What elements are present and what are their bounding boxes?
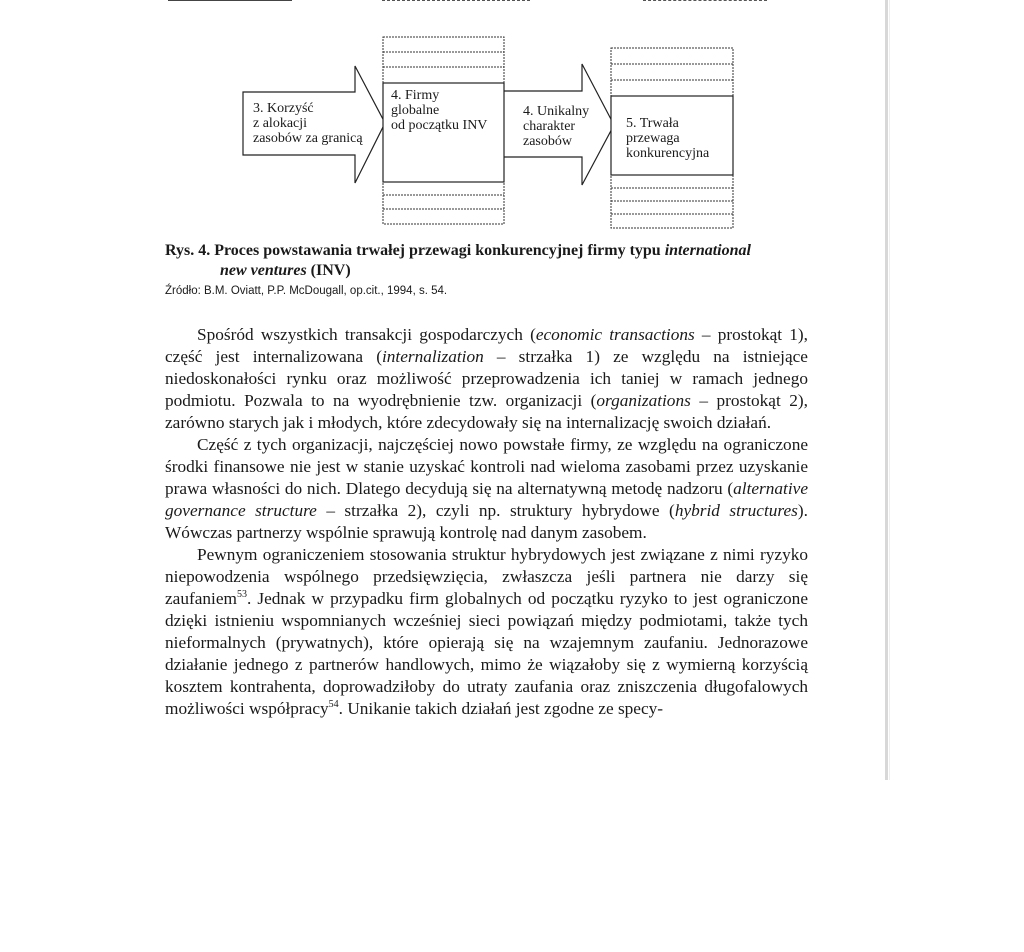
diagram-shapes — [0, 0, 1024, 235]
box-4-line-1: 4. Firmy — [391, 88, 440, 103]
paragraph-2-segment: Część z tych organizacji, najczęściej nowo powstałe firmy, ze względu na ograniczone środki finansowe nie jest w stanie uzyskać kontroli nad wieloma zasobami przez uzyskanie prawa własności do nich. Dlatego decydują się na alternatywną metodę nadzoru ( — [165, 435, 808, 498]
box-5-line-3: konkurencyjna — [626, 146, 710, 161]
paragraph-2-segment: ). Wówczas partnerzy wspólnie sprawują kontrolę nad danym zasobem. — [165, 501, 808, 542]
paragraph-2 — [165, 434, 808, 544]
box-3-label — [253, 101, 363, 146]
box-3-line-2: z alokacji — [253, 116, 308, 131]
caption-prefix: Rys. 4. Proces powstawania trwałej przewagi konkurencyjnej firmy typu — [165, 242, 665, 259]
arrow-4-line-1: 4. Unikalny — [523, 104, 590, 119]
paragraph-1-segment: Spośród wszystkich transakcji gospodarczych ( — [197, 325, 536, 344]
paragraph-3-segment: 53 — [236, 589, 247, 601]
caption-italic: international — [664, 242, 751, 259]
caption-line2-rest: (INV) — [306, 262, 351, 279]
arrow-4-label — [523, 104, 589, 149]
paragraph-3-segment: . Jednak w przypadku firm globalnych od początku ryzyko to jest ograniczone dzięki istnieniu wspomnianych wcześniej sieci powiązań między podmiotami, także tych nieformalnych (prywatnych), które opierają się na wzajemnym zaufaniu. Jednorazowe działanie jednego z partnerów handlowych, mimo że wiązałoby się z wymierną korzyścią kosztem kontrahenta, doprowadziłoby do utraty zaufania oraz zniszczenia długofalowych możliwości współpracy — [165, 589, 808, 718]
figure-caption — [165, 241, 855, 281]
paragraph-1-segment: – prostokąt 2), zarówno starych jak i młodych, które zdecydowały się na internalizację swoich działań. — [165, 391, 808, 432]
box-5-line-1: 5. Trwała — [626, 116, 679, 131]
body-text — [165, 324, 808, 720]
paragraph-1-segment: organizations — [596, 391, 691, 410]
caption-line2-italic: new ventures — [220, 262, 307, 279]
box-3-line-1: 3. Korzyść — [253, 101, 314, 116]
paragraph-1-segment: – prostokąt 1), część jest internalizowana ( — [165, 325, 808, 366]
box-4-label — [391, 88, 487, 133]
paragraph-3-segment: 54 — [328, 699, 339, 711]
paragraph-3 — [165, 544, 808, 720]
arrow-4-line-3: zasobów — [523, 134, 572, 149]
paragraph-2-segment: hybrid structures — [674, 501, 798, 520]
figure-diagram — [0, 0, 1024, 235]
box-4-line-2: globalne — [391, 103, 440, 118]
box-5-line-2: przewaga — [626, 131, 680, 146]
box-3-line-3: zasobów za granicą — [253, 131, 363, 146]
paragraph-2-segment: alternative governance structure — [165, 479, 808, 520]
paragraph-3-segment: Pewnym ograniczeniem stosowania struktur hybrydowych jest związane z nimi ryzyko niepowodzenia wspólnego przedsięwzięcia, zwłaszcza jeśli partnera nie darzy się zaufaniem — [165, 545, 808, 608]
paragraph-1-segment: – strzałka 1) ze względu na istniejące niedoskonałości rynku oraz możliwość przeprowadzenia ich taniej w ramach jednego podmiotu. Pozwala to na wyodrębnienie tzw. organizacji ( — [165, 347, 808, 410]
figure-source: Źródło: B.M. Oviatt, P.P. McDougall, op.cit., 1994, s. 54. — [165, 285, 448, 297]
box-5-label — [626, 116, 709, 161]
paragraph-1-segment: internalization — [381, 347, 484, 366]
paragraph-1 — [165, 324, 808, 434]
paragraph-3-segment: . Unikanie takich działań jest zgodne ze specy- — [338, 699, 664, 718]
paragraph-1-segment: economic transactions — [535, 325, 695, 344]
arrow-4-line-2: charakter — [523, 119, 576, 134]
box-4-line-3: od początku INV — [391, 118, 488, 133]
paragraph-2-segment: – strzałka 2), czyli np. struktury hybrydowe ( — [316, 501, 675, 520]
caption-line-2 — [165, 261, 855, 281]
